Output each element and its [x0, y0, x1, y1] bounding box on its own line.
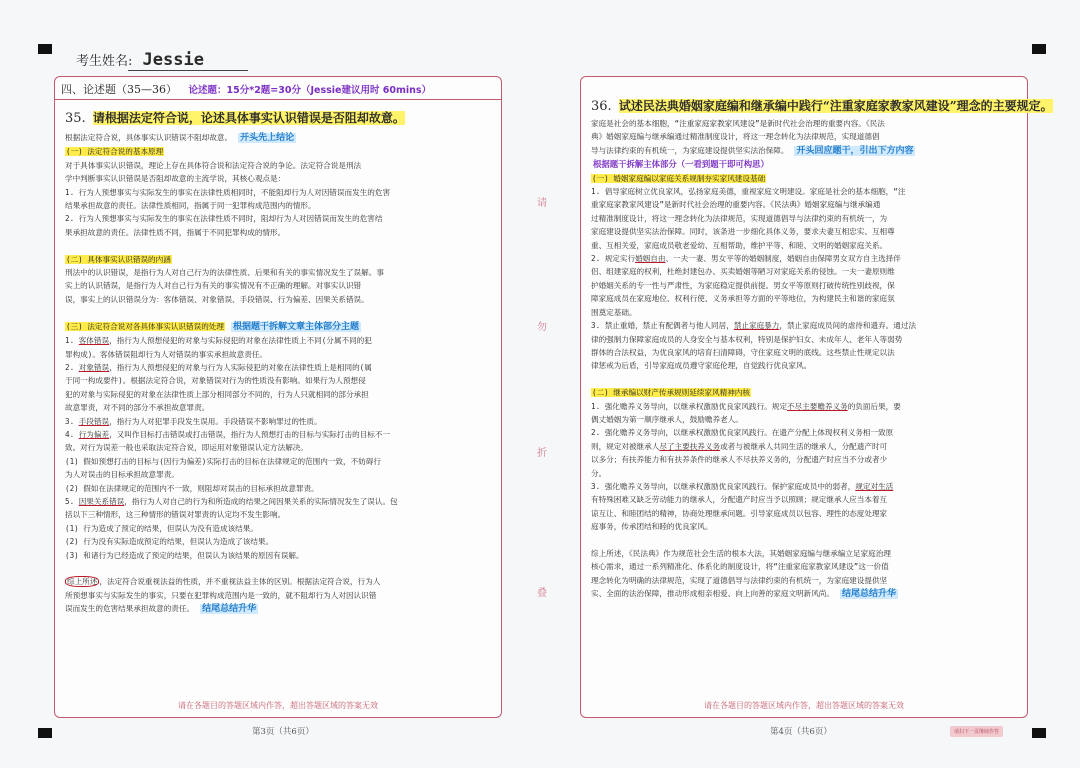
answer-line	[65, 482, 493, 495]
section-header	[61, 81, 495, 97]
answer-line	[65, 401, 493, 414]
answer-line-text: (2) 假如在法律规定的范围内不一致，则阻却对误击的目标承担故意罪责。	[65, 483, 319, 493]
answer-line	[591, 306, 1019, 319]
answer-line-text: 分。	[591, 468, 607, 478]
answer-line-text: 罪构成)。客体错误阻却行为人对错误的事实承担故意责任。	[65, 349, 268, 359]
answer-line	[591, 413, 1019, 426]
registration-mark	[1032, 44, 1046, 54]
answer-line-text: 2. 对象错误，指行为人预想侵犯的对象与行为人实际侵犯的对象在法律性质上是相同的(属	[65, 362, 372, 372]
registration-mark	[38, 728, 52, 738]
answer-line-text: 2. 行为人预想事实与实际发生的事实在法律性质不同时，阻却行为人对因错误而发生的危害结	[65, 214, 383, 224]
answer-line	[591, 239, 1019, 252]
answer-line	[65, 589, 493, 602]
answer-line	[65, 348, 493, 361]
answer-line	[65, 266, 493, 279]
answer-line-text: 括以下三种情形，这三种情形的错误对罪责的认定均不发生影响。	[65, 510, 286, 520]
answer-line	[591, 467, 1019, 480]
answer-line-text: 有特殊困难又缺乏劳动能力的继承人，分配遗产时应当予以照顾；规定继承人应当本着互	[591, 495, 888, 505]
answer-line-text: 3. 强化赡养义务导向，以继承权激励优良家风践行。保护家庭成员中的弱者，规定对生活	[591, 481, 894, 491]
question-36-title	[591, 97, 1053, 114]
answer-line-text: 重、互相关爱，家庭成员敬老爱幼、互相帮助，维护平等、和睦、文明的婚姻家庭关系。	[591, 240, 888, 250]
question-text: 请根据法定符合说，论述具体事实认识错误是否阻却故意。	[92, 111, 405, 125]
answer-line	[591, 225, 1019, 238]
answer-line	[591, 373, 1019, 386]
section-heading	[591, 386, 1019, 399]
answer-line-text	[65, 564, 70, 573]
answer-line	[591, 574, 1019, 587]
answer-line-text: 果承担故意的责任。法律性质不同，指属于不同犯罪构成的情形。	[65, 227, 286, 237]
answer-line-text: 2. 强化赡养义务导向，以继承权激励优良家风践行。在遗产分配上体现权利义务相一致原	[591, 428, 894, 438]
answer-line	[591, 480, 1019, 493]
answer-area-36	[580, 76, 1053, 718]
answer-line	[65, 361, 493, 374]
answer-line	[591, 426, 1019, 439]
answer-line	[65, 549, 493, 562]
answer-line-text: 3. 手段错误，指行为人对犯罪手段发生误用。手段错误不影响罪过的性质。	[65, 416, 322, 426]
answer-line	[591, 587, 1019, 601]
answer-line-text: 误而发生的危害结果承担故意的责任。	[65, 604, 195, 614]
answer-line-text: 犯的对象与实际侵犯的对象在法律性质上部分相同部分不同的，行为人只就相同的部分承担	[65, 389, 369, 399]
answer-line	[65, 186, 493, 199]
answer-area-warning: 请在各题目的答题区域内作答，超出答题区域的答案无效	[704, 701, 904, 710]
answer-line	[591, 144, 1019, 158]
answer-line	[591, 252, 1019, 265]
answer-line	[65, 575, 493, 588]
answer-line	[591, 198, 1019, 211]
answer-line-text: (一) 婚姻家庭编以家庭关系规制夯实家风建设基础	[592, 173, 766, 183]
answer-area-35	[54, 76, 502, 718]
answer-line	[65, 428, 493, 441]
answer-line	[65, 374, 493, 387]
next-page-tag: 请扫下一页继续作答	[950, 726, 1003, 737]
answer-line	[591, 333, 1019, 346]
do-not-fold-char: 请	[537, 198, 547, 209]
answer-line-text: 实、全面的法治保障，推动形成相亲相爱、向上向善的家庭文明新风尚。	[591, 589, 834, 599]
answer-line-text: (三) 法定符合说对各具体事实认识错误的处理	[66, 321, 224, 331]
answer-line	[65, 159, 493, 172]
answer-line	[591, 117, 1019, 130]
header-divider	[55, 99, 501, 100]
answer-line	[591, 453, 1019, 466]
answer-line-text: 护婚姻关系的专一性与严肃性，为家庭稳定提供前提。男女平等原则打破传统性别歧视，保	[591, 280, 895, 290]
answer-line	[65, 602, 493, 616]
answer-line-text: 5. 因果关系错误，指行为人对自己的行为和所造成的结果之间因果关系的实际情况发生了误认。包	[65, 496, 398, 506]
answer-line	[65, 468, 493, 481]
answer-line	[591, 158, 1019, 171]
answer-line-text: 导与法律约束的有机统一，为家庭建设提供坚实法治保障。	[591, 145, 789, 155]
do-not-fold-char: 勿	[537, 322, 547, 333]
answer-line-text: 谅互让、和睦团结的精神，协商处理继承问题。引导家庭成员以包容、理性的态度处理家	[591, 508, 888, 518]
answer-line-text: 过精准制度设计，将这一理念转化为法律规范，实现道德倡导与法律约束的有机统一，为	[591, 213, 888, 223]
answer-line	[591, 346, 1019, 359]
answer-line	[65, 279, 493, 292]
answer-line	[65, 455, 493, 468]
answer-line	[591, 279, 1019, 292]
answer-line-text: 结果承担故意的责任。法律性质相同，指属于同一犯罪构成范围内的情形。	[65, 201, 316, 211]
answer-line	[65, 535, 493, 548]
answer-line	[591, 560, 1019, 573]
teacher-annotation-tag: 开头回应题干，引出下方内容	[796, 145, 914, 156]
answer-line-text: 律惩戒为后盾，引导家庭成员遵守家庭伦理，自觉践行优良家风。	[591, 361, 812, 371]
answer-line-text: 4. 行为偏差，又叫作目标打击错误或打击错误，指行为人预想打击的目标与实际打击的目标不一	[65, 429, 391, 439]
answer-line-text	[65, 308, 70, 317]
answer-line-text: 根据法定符合说，具体事实认识错误不阻却故意。	[65, 133, 233, 142]
answer-line-text: (2) 行为没有实际造成预定的结果，但误认为造成了该结果。	[65, 537, 274, 547]
section-heading	[65, 145, 493, 158]
page-number: 第3页（共6页）	[252, 727, 314, 737]
teacher-annotation-tag: 结尾总结升华	[842, 589, 897, 600]
answer-line-text: 误，事实上的认识错误分为：客体错误、对象错误、手段错误、行为偏差、因果关系错误。	[65, 294, 369, 304]
answer-line-text: (一) 法定符合说的基本原理	[66, 147, 164, 157]
answer-line	[65, 239, 493, 252]
registration-mark	[38, 44, 52, 54]
answer-line-text: 致。对行为误差一般也采取法定符合说，即运用对象错误认定方法解决。	[65, 443, 308, 453]
answer-line	[591, 185, 1019, 198]
answer-line-text: (二) 继承编以财产传承规则延续家风精神内核	[592, 388, 750, 398]
answer-line-text: 家庭是社会的基本细胞，“注重家庭家教家风建设”是新时代社会治理的重要内容。《民法	[591, 119, 885, 128]
registration-mark	[1032, 728, 1046, 738]
answer-line	[591, 212, 1019, 225]
answer-line	[65, 388, 493, 401]
answer-line	[65, 172, 493, 185]
section-heading	[65, 253, 493, 266]
answer-line-text: 偶丈婚姻为第一顺序继承人，鼓励赡养老人。	[591, 414, 743, 424]
answer-line	[65, 334, 493, 347]
answer-line	[591, 440, 1019, 453]
section-heading	[65, 320, 493, 334]
answer-line-text: (1) 行为造成了预定的结果，但误认为没有造成该结果。	[65, 523, 258, 533]
answer-line-text: 2. 规定实行婚姻自由、一夫一妻、男女平等的婚姻制度，婚姻自由保障男女双方自主选择伴	[591, 254, 901, 264]
answer-line-text: 障家庭成员在家庭地位、权利行使、义务承担等方面的平等地位，为构建民主和谐的家庭氛	[591, 294, 895, 304]
answer-line	[65, 495, 493, 508]
answer-line-text	[591, 536, 596, 545]
do-not-fold-char: 折	[537, 448, 547, 459]
answer-line-text: 刑法中的认识错误，是指行为人对自己行为的法律性质、后果和有关的事实情况发生了误解。事	[65, 268, 384, 278]
question-number: 35.	[65, 111, 86, 126]
section-heading	[591, 172, 1019, 185]
answer-line-text: 1. 行为人预想事实与实际发生的事实在法律性质相同时，不能阻却行为人对因错误而发生的危害	[65, 187, 391, 197]
answer-line-text: 对于具体事实认识错误，理论上存在具体符合说和法定符合说的争论。法定符合说是刑法	[65, 160, 362, 170]
answer-line	[65, 199, 493, 212]
answer-line	[65, 293, 493, 306]
answer-line-text: 根据题干拆解主体部分（一看到题干即可构思）	[593, 159, 769, 170]
answer-line-text: (3) 和诸行为已经造成了预定的结果，但误认为该结果的原因有误解。	[65, 550, 304, 560]
student-name-value: Jessie	[142, 50, 204, 70]
answer-line	[65, 212, 493, 225]
answer-line	[591, 400, 1019, 413]
teacher-annotation-tag: 结尾总结升华	[202, 604, 257, 615]
answer-line-text: (二) 具体事实认识错误的内涵	[66, 254, 171, 264]
answer-body-35	[65, 131, 493, 691]
question-text: 试述民法典婚姻家庭编和继承编中践行“注重家庭家教家风建设”理念的主要规定。	[618, 99, 1053, 113]
question-number: 36.	[591, 99, 612, 114]
teacher-annotation-tag: 开头先上结论	[240, 133, 295, 143]
student-name-label: 考生姓名:	[76, 54, 133, 69]
answer-line	[65, 226, 493, 239]
answer-line	[591, 534, 1019, 547]
answer-line-text: 则，规定对被继承人尽了主要扶养义务或者与被继承人共同生活的继承人，分配遗产时可	[591, 441, 888, 451]
answer-line-text: 学中判断事实认识错误是否阻却故意的主流学说，其核心观点是：	[65, 174, 286, 184]
answer-line-text: 庭事务，传承团结和睦的优良家风。	[591, 522, 713, 532]
answer-line-text: 于同一构成要件)。根据法定符合说，对象错误对行为的性质没有影响。如果行为人预想侵	[65, 376, 366, 386]
answer-line-text: 综上所述 ，法定符合说重视法益的性质，并不重视法益主体的区别。根据法定符合说，行为人	[67, 577, 381, 587]
answer-line-text: 为人对误击的目标承担故意罪责。	[65, 470, 179, 480]
answer-line	[591, 547, 1019, 560]
answer-line	[65, 415, 493, 428]
answer-line-text: 围奠定基础。	[591, 307, 637, 317]
answer-line-text	[65, 241, 70, 250]
answer-line-text: 3. 禁止重婚，禁止有配偶者与他人同居，禁止家庭暴力，禁止家庭成员间的虐待和遗弃。通过法	[591, 321, 917, 331]
answer-line-text: 典》婚姻家庭编与继承编通过精准制度设计，将这一理念转化为法律规范，实现道德倡	[591, 132, 880, 142]
teacher-annotation-tag: 根据题干拆解文章主体部分主题	[233, 321, 360, 332]
answer-line-text: 群体的合法权益，为优良家风的培育扫清障碍，守住家庭文明的底线。这些禁止性规定以法	[591, 347, 895, 357]
answer-line	[591, 359, 1019, 372]
time-note: 论述题：15分*2题=30分（Jessie建议用时 60mins）	[188, 85, 432, 96]
answer-line	[591, 493, 1019, 506]
answer-line	[65, 131, 493, 145]
answer-line-text: 故意罪责，对不同的部分不承担故意罪责。	[65, 403, 210, 413]
answer-line-text: 1. 客体错误，指行为人预想侵犯的对象与实际侵犯的对象在法律性质上不同(分属不同的犯	[65, 336, 372, 346]
answer-line-text: 1. 倡导家庭树立优良家风，弘扬家庭美德，重视家庭文明建设。家庭是社会的基本细胞，“注	[591, 187, 906, 197]
answer-area-warning: 请在各题目的答题区域内作答，超出答题区域的答案无效	[178, 701, 378, 710]
answer-line-text: 家庭建设提供坚实法治保障。同时，该条进一步细化具体义务，要求夫妻互相忠实、互相尊	[591, 227, 895, 237]
answer-line	[591, 292, 1019, 305]
answer-line	[591, 507, 1019, 520]
answer-line-text: 核心需求，通过一系列精准化、体系化的制度设计，将“注重家庭家教家风建设”这一价值	[591, 562, 889, 572]
question-35-title	[65, 109, 405, 126]
name-underline	[128, 70, 248, 71]
answer-line	[591, 265, 1019, 278]
answer-line-text: 理念转化为明确的法律规范，实现了道德倡导与法律约束的有机统一，为家庭建设提供坚	[591, 575, 888, 585]
answer-line-text: 律的强制力保障家庭成员的人身安全与基本权利，特别是保护妇女、未成年人、老年人等弱势	[591, 334, 903, 344]
answer-line	[65, 306, 493, 319]
answer-line	[591, 130, 1019, 143]
answer-line-text: 1. 强化赡养义务导向，以继承权激励优良家风践行。规定不尽主要赡养义务的负面后果，要	[591, 401, 901, 411]
answer-line-text: 侣、组建家庭的权利，杜绝封建包办、买卖婚姻等陋习对家庭关系的侵蚀。一夫一妻原则维	[591, 267, 895, 277]
answer-line-text: (1) 假如预想打击的目标与(因行为偏差)实际打击的目标在法律规定的范围内一致，不妨碍行	[65, 456, 381, 466]
section-title: 四、论述题（35—36）	[61, 83, 177, 96]
answer-line-text: 重家庭家教家风建设”是新时代社会治理的重要内容。《民法典》婚姻家庭编与继承编通	[591, 200, 881, 210]
answer-line	[65, 508, 493, 521]
answer-line-text: 以多分；有扶养能力和有扶养条件的继承人不尽扶养义务的，分配遗产时应当不分或者少	[591, 455, 888, 465]
answer-line-text	[591, 375, 596, 384]
student-name-row	[76, 50, 204, 70]
do-not-fold-char: 叠	[537, 588, 547, 599]
answer-line-text: 综上所述，《民法典》作为规范社会生活的根本大法，其婚姻家庭编与继承编立足家庭治理	[591, 549, 891, 558]
answer-line	[65, 441, 493, 454]
answer-line	[591, 319, 1019, 332]
answer-body-36	[591, 117, 1019, 697]
answer-line	[65, 562, 493, 575]
answer-line-text: 实上的认识错误，是指行为人对自己行为有关的事实情况有不正确的理解。对事实认识错	[65, 281, 362, 291]
answer-line-text: 所预想事实与实际发生的事实，只要在犯罪构成范围内是一致的，就不阻却行为人对因认识错	[65, 590, 377, 600]
page-number: 第4页（共6页）	[770, 727, 832, 737]
answer-line	[65, 522, 493, 535]
answer-line	[591, 520, 1019, 533]
